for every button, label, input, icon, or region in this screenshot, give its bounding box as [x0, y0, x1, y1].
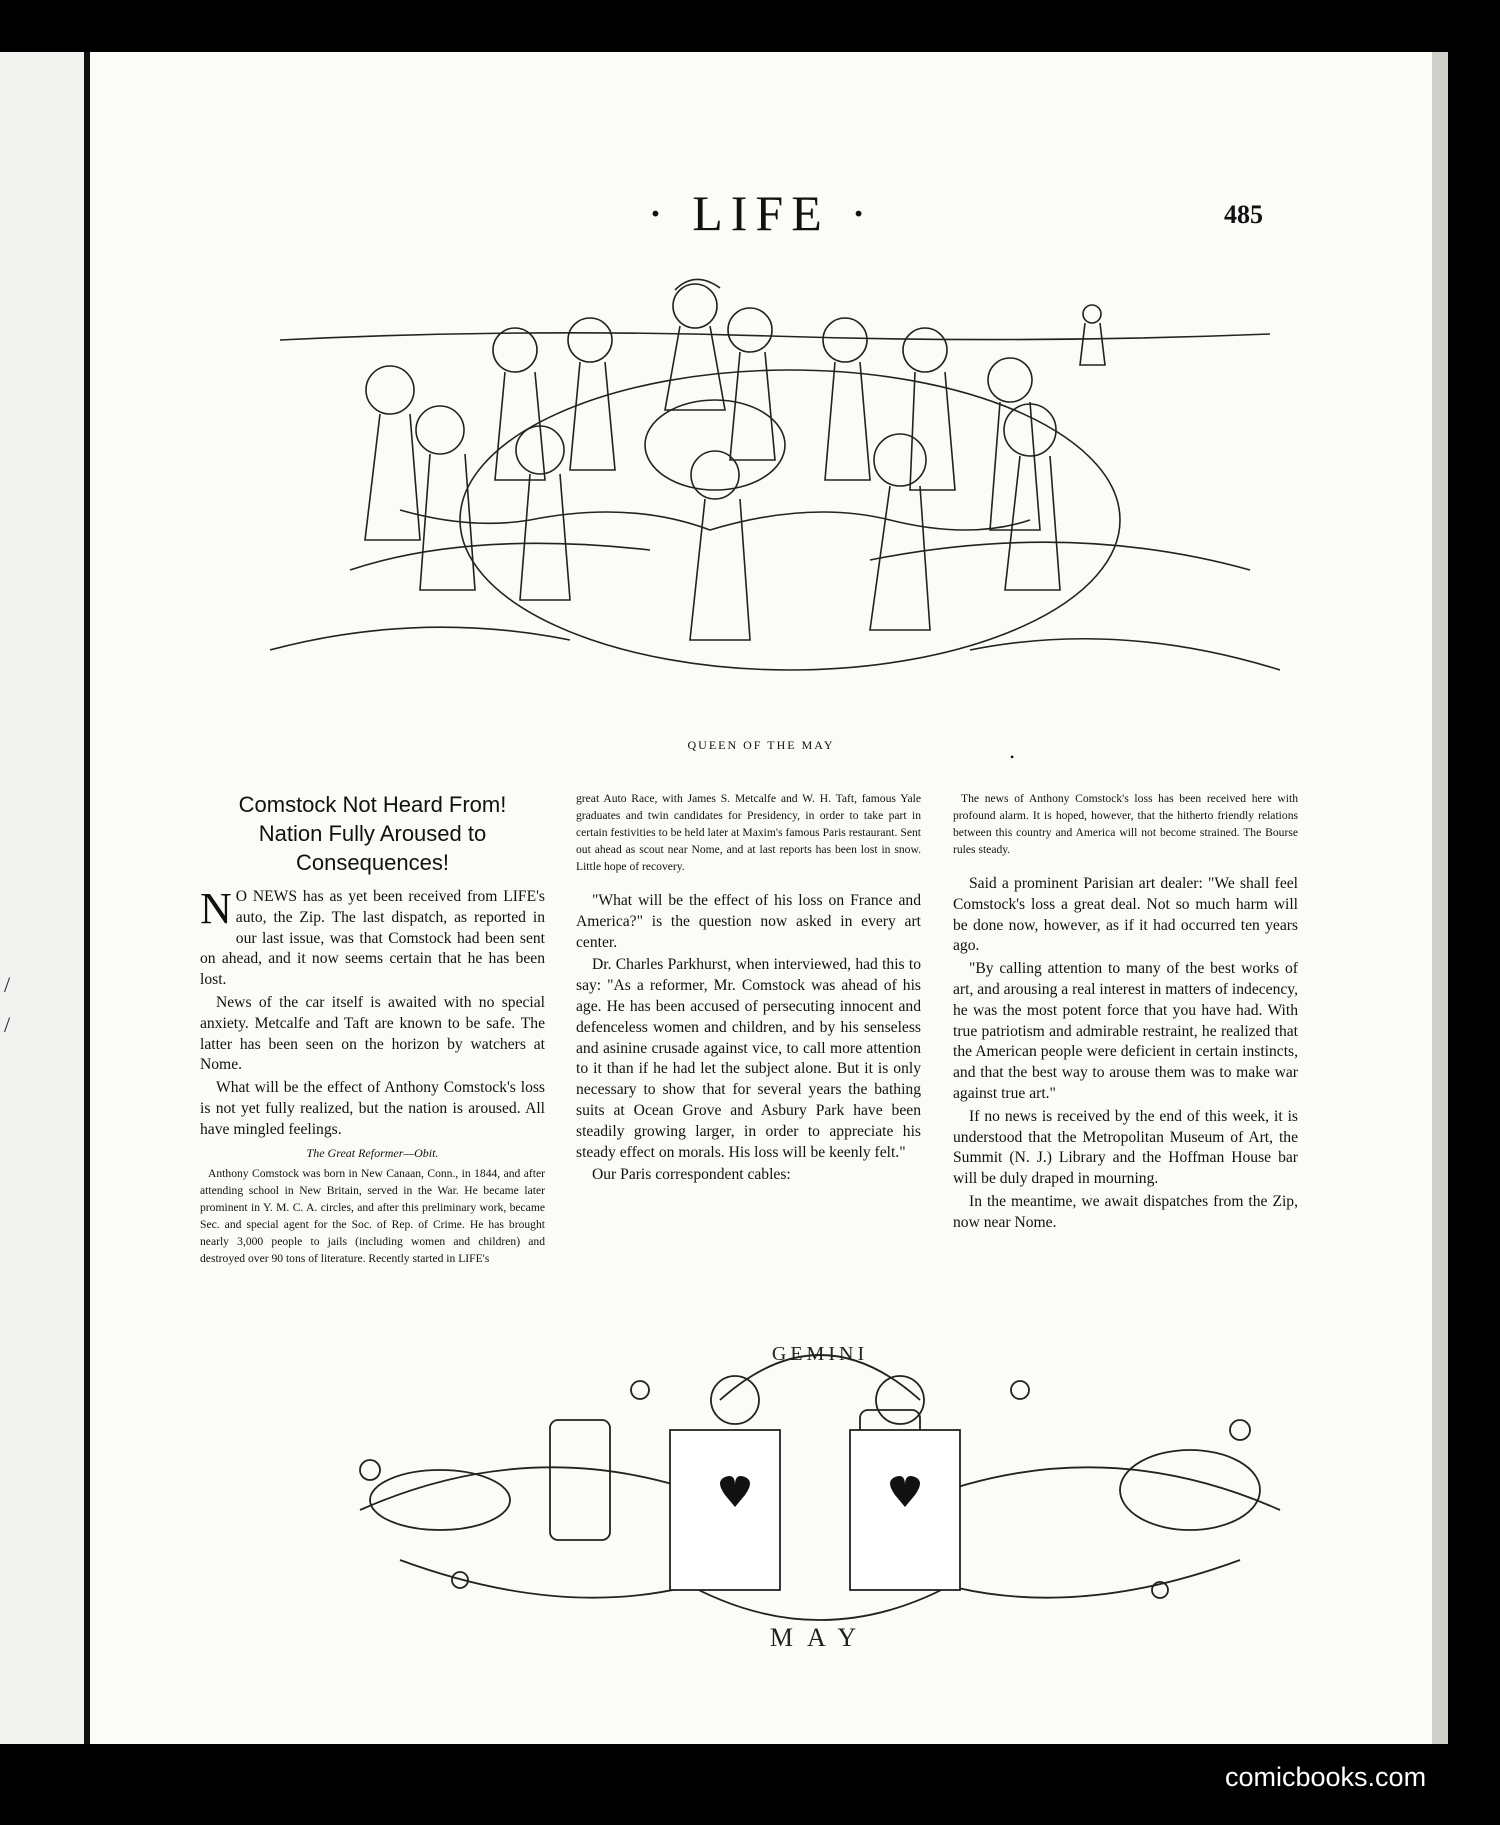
magazine-page [90, 52, 1432, 1744]
paragraph: In the meantime, we await dispatches from the Zip, now near Nome. [953, 1192, 1298, 1231]
facing-page-mark: / [4, 1012, 11, 1037]
gemini-label: GEMINI [771, 1343, 869, 1365]
lead-paragraph: N O NEWS has as yet been received from LIFE's auto, the Zip. The last dispatch, as reported in our last issue, was that Comstock had been sent on ahead, and it now seems certain that he has been lost. [200, 884, 545, 989]
may-label: MAY [769, 1623, 871, 1652]
cable-text: The news of Anthony Comstock's loss has been received here with profound alarm. It is hoped, however, that the hitherto friendly relations between this country and America will not become strained. The Bourse rules steady. [953, 792, 1298, 856]
illustration-caption: QUEEN OF THE MAY [687, 738, 835, 752]
paragraph: "What will be the effect of his loss on France and America?" is the question now asked in every art center. [576, 892, 921, 951]
page-number: 485 [1224, 200, 1263, 229]
gemini-may-ornament [340, 1330, 1300, 1660]
column-3 [953, 790, 1298, 1236]
paragraph: If no news is received by the end of this week, it is understood that the Metropolitan Museum of Art, the Summit (N. J.) Library and the Hoffman House bar will be duly draped in mourning. [953, 1107, 1298, 1188]
masthead: · LIFE · [647, 185, 875, 241]
stray-dot: • [1010, 750, 1015, 764]
headline-line: Nation Fully Aroused to [258, 821, 487, 846]
queen-of-the-may-illustration [270, 270, 1280, 728]
page-edge [1432, 52, 1448, 1744]
column-2 [576, 790, 921, 1188]
obit-continued: great Auto Race, with James S. Metcalfe and W. H. Taft, famous Yale graduates and twin candidates for Presidency, in order to take part in certain festivities to be held later at Maxim's famous Paris restaurant. Sent out ahead as scout near Nome, and at last reports has been lost in snow. Little hope of recovery. [576, 792, 921, 873]
headline-line: Comstock Not Heard From! [238, 792, 507, 817]
paragraph: News of the car itself is awaited with no special anxiety. Metcalfe and Taft are known to be safe. The latter has been seen on the horizon by watchers at Nome. [200, 993, 545, 1074]
paragraph: Our Paris correspondent cables: [592, 1166, 791, 1184]
facing-page-edge [0, 52, 84, 1744]
watermark: comicbooks.com [1225, 1762, 1427, 1792]
paragraph: "By calling attention to many of the best works of art, and arousing a real interest in matters of indecency, he was the most potent force that you have had. With true patriotism and admirable restraint, he realized that the American people were deficient in certain instincts, and that the best way to arouse them was to make war against true art." [953, 960, 1298, 1102]
facing-page-mark: / [4, 972, 11, 997]
paragraph: What will be the effect of Anthony Comstock's loss is not yet fully realized, but the nation is aroused. All have mingled feelings. [200, 1079, 545, 1138]
paragraph: Dr. Charles Parkhurst, when interviewed, had this to say: "As a reformer, Mr. Comstock was ahead of his age. He has been accused of persecuting innocent and defenceless women and children, and by his senseless and asinine crusade against vice, to call more attention to it than if he had let the subject alone. But it is only necessary to show that for several years the bathing suits at Ocean Grove and Asbury Park have been steadily growing larger, in order to appreciate his steady effect on morals. His loss will be keenly felt." [576, 956, 921, 1161]
headline [200, 790, 545, 877]
obit-text: Anthony Comstock was born in New Canaan, Conn., in 1844, and after attending school in New Britain, served in the War. He became later prominent in Y. M. C. A. circles, and after this preliminary work, became Sec. and special agent for the Soc. of Rep. of Crime. He has brought nearly 3,000 people to jails (including women and children) and destroyed over 90 tons of literature. Recently started in LIFE's [200, 1167, 545, 1266]
headline-line: Consequences! [296, 850, 449, 875]
drop-cap: N [200, 884, 232, 933]
column-1 [200, 790, 545, 1269]
obit-heading: The Great Reformer—Obit. [306, 1145, 439, 1160]
paragraph: Said a prominent Parisian art dealer: "We shall feel Comstock's loss a great deal. Not so much harm will be done now, however, as if it had occurred ten years ago. [953, 875, 1298, 955]
